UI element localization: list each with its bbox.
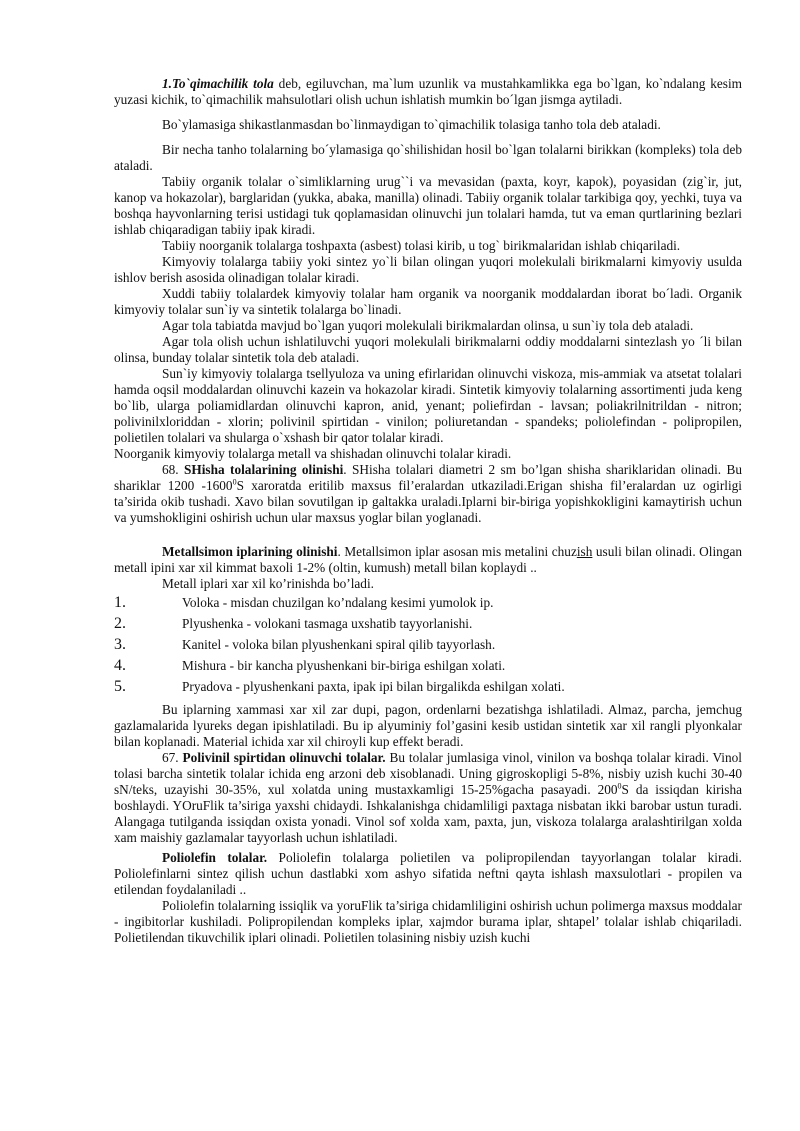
paragraph-metal-threads xyxy=(114,544,742,576)
list-text: Plyushenka - volokani tasmaga uxshatib tayyorlanishi. xyxy=(182,616,473,631)
paragraph-complex-fiber: Bir necha tanho tolalarning bo´ylamasiga qo`shilishidan hosil bo`lgan tolalarni birikkan (kompleks) tola deb ataladi. xyxy=(114,142,742,173)
list-number: 2. xyxy=(114,615,126,632)
underlined-text: ish xyxy=(576,544,593,559)
paragraph-metal-thread-uses: Bu iplarning xammasi xar xil zar dupi, pagon, ordenlarni bezatishga ishlatiladi. Almaz, parcha, jemchug gazlamalarida lyureks degan ipishlatiladi. Bu ip alyuminiy fol’gasini kesib ustidan sintetik xar xil rangli plyonkalar bilan koplanadi. Material ichida xar xil chiroyli kup effekt beradi. xyxy=(114,702,742,749)
list-item xyxy=(114,658,742,679)
list-item xyxy=(114,637,742,658)
paragraph-polyolefin-fibers xyxy=(114,850,742,898)
paragraph-chemical-fibers: Kimyoviy tolalarga tabiiy yoki sintez yo`li bilan olingan yuqori molekulali birikmalarni kimyoviy usulda ishlov berish asosida olinadigan tolalar kiradi. xyxy=(114,254,742,285)
list-text: Mishura - bir kancha plyushenkani bir-biriga eshilgan xolati. xyxy=(182,658,506,673)
paragraph-fiber-assortment: Sun`iy kimyoviy tolalarga tsellyuloza va uning efirlaridan olinuvchi viskoza, mis-ammiak va atsetat tolalari hamda oqsil moddalardan olinuvchi kazein va hokazolar kiradi. Sintetik kimyoviy tolalarning assortimenti juda keng bo`lib, ularga poliamidlardan olinuvchi kapron, anid, yenant; poliefirdan - lavsan; poliakrilnitrildan - nitron; polivinilxloriddan - xlorin; polivinil spirtidan - vinilon; poliuretandan - spandeks; poliolefindan - polipropilen, polietilen tolalari va shularga o`xshash bir qator tolalar kiradi. xyxy=(114,366,742,445)
section-heading-polyolefin: Poliolefin tolalar. xyxy=(162,850,268,865)
paragraph-metal-thread-types: Metall iplari xar xil ko’rinishda bo’ladi. xyxy=(162,576,374,591)
section-number: 67. xyxy=(162,750,183,765)
paragraph-text: usuli bilan olinadi. Olingan metall ipini xar xil kimmat baxoli 1-2% (oltin, kumush) metall bilan koplaydi .. xyxy=(114,544,742,575)
list-text: Pryadova - plyushenkani paxta, ipak ipi bilan birgalikda eshilgan xolati. xyxy=(182,679,565,694)
paragraph-natural-organic: Tabiiy organik tolalar o`simliklarning urug``i va mevasidan (paxta, koyr, kapok), poyasidan (zig`ir, jut, kanop va hokazolar), barglaridan (yukka, abaka, manilla) olinadi. Tabiiy organik tolalar tarkibiga qoy, yechki, tuya va boshqa hayvonlarning terisi ustidagi tuk qoplamasidan olinuvchi jun tolalari hamda, tut va eman qurtlarining bezlari ishlab chiqaradigan tabiiy ipak kiradi. xyxy=(114,174,742,237)
paragraph-polyvinyl-fibers xyxy=(114,750,742,846)
degree-superscript: 0 xyxy=(232,477,237,487)
term-textile-fiber: 1.To`qimachilik tola xyxy=(162,76,274,91)
list-item xyxy=(114,679,742,700)
list-number: 4. xyxy=(114,657,126,674)
list-number: 1. xyxy=(114,594,126,611)
list-text: Voloka - misdan chuzilgan ko’ndalang kesimi yumolok ip. xyxy=(182,595,494,610)
list-number: 3. xyxy=(114,636,126,653)
paragraph-text: S da issiqdan kirisha boshlaydi. YOruFlik ta’siriga yaxshi chidaydi. Ishkalanishga chidamliligi paxtaga nisbatan ikki barobar ustun turadi. Alangaga tutilganda issiqdan oxista yonadi. Vinol sof xolda xam, paxta, jun, viskoza tolalarga aralashtirilgan xolda xam maishiy gazlamalar tayyorlash uchun ishlatiladi. xyxy=(114,782,742,845)
paragraph-glass-fibers xyxy=(114,462,742,526)
paragraph-textile-fiber xyxy=(114,76,742,108)
paragraph-natural-inorganic: Tabiiy noorganik tolalarga toshpaxta (asbest) tolasi kirib, u tog` birikmalaridan ishlab chiqariladi. xyxy=(162,238,681,253)
metal-thread-list xyxy=(114,595,742,700)
paragraph-text: S xaroratda eritilib maxsus fil’eralardan utkaziladi.Erigan shisha fil’eralardan uz ogirligi ta’sirida okib tushadi. Xavo bilan sovutilgan ip galtakka uraladi.Iplarni bir-biriga yopishkokligini kamaytirish uchun va yumshokligini oshirish uchun ular maxsus yoglar bilan yoglanadi. xyxy=(114,478,742,525)
paragraph-artificial-fiber: Agar tola tabiatda mavjud bo`lgan yuqori molekulali birikmalardan olinsa, u sun`iy tola deb ataladi. xyxy=(162,318,694,333)
list-item xyxy=(114,595,742,616)
paragraph-organic-inorganic: Xuddi tabiiy tolalardek kimyoviy tolalar ham organik va noorganik moddalardan iborat bo´ladi. Organik kimyoviy tolalar sun`iy va sintetik tolalarga bo`linadi. xyxy=(114,286,742,317)
section-heading-metal-threads: Metallsimon iplarining olinishi xyxy=(162,544,338,559)
paragraph-polyolefin-properties: Poliolefin tolalarning issiqlik va yoruFlik ta’siriga chidamliligini oshirish uchun polimerga maxsus moddalar - ingibitorlar kushiladi. Polipropilendan kompleks iplar, xajmdor burama iplar, shtapel’ tolalar ishlab chiqariladi. Polietilendan tikuvchilik iplari olinadi. Polietilen tolasining nisbiy uzish kuchi xyxy=(114,898,742,945)
paragraph-synthetic-fiber: Agar tola olish uchun ishlatiluvchi yuqori molekulali birikmalarni oddiy moddalarni sintezlash yo ´li bilan olinsa, bunday tolalar sintetik tola deb ataladi. xyxy=(114,334,742,365)
paragraph-text: . SHisha tolalari diametri 2 sm bo’lgan shisha shariklaridan olinadi. Bu shariklar 1200 -1600 xyxy=(114,462,742,493)
section-heading-glass-fibers: SHisha tolalarining olinishi xyxy=(184,462,344,477)
paragraph-text: . Metallsimon iplar asosan mis metalini chuz xyxy=(337,544,577,559)
list-text: Kanitel - voloka bilan plyushenkani spiral qilib tayyorlash. xyxy=(182,637,496,652)
paragraph-text: deb, egiluvchan, ma`lum uzunlik va mustahkamlikka ega bo`lgan, ko`ndalang kesim yuzasi kichik, to`qimachilik mahsulotlari olish uchun ishlatish mumkin bo´lgan jismga aytiladi. xyxy=(114,76,742,107)
section-heading-polyvinyl: Polivinil spirtidan olinuvchi tolalar. xyxy=(182,750,386,765)
paragraph-text: Poliolefin tolalarga polietilen va polipropilendan tayyorlangan tolalar kiradi. Poliolefinlarni sintez qilish uchun dastlabki xom ashyo sifatida neftni qayta ishlash maxsulotlari - propilen va etilendan foydalaniladi .. xyxy=(114,850,742,897)
paragraph-text: Bu tolalar jumlasiga vinol, vinilon va boshqa tolalar kiradi. Vinol tolasi barcha sintetik tolalar ichida eng arzoni deb xisoblanadi. Uning gigroskopligi 5-8%, nisbiy uzish kuchi 30-40 sN/teks, uzayishi 30-35%, xul xolatda uning mustaxkamligi 15-25%gacha pasayadi. 200 xyxy=(114,750,742,797)
list-number: 5. xyxy=(114,678,126,695)
paragraph-single-fiber: Bo`ylamasiga shikastlanmasdan bo`linmaydigan to`qimachilik tolasiga tanho tola deb ataladi. xyxy=(162,117,661,132)
list-item xyxy=(114,616,742,637)
section-number: 68. xyxy=(162,462,184,477)
degree-superscript: 0 xyxy=(617,781,622,791)
paragraph-inorganic-chemical: Noorganik kimyoviy tolalarga metall va shishadan olinuvchi tolalar kiradi. xyxy=(114,446,512,461)
